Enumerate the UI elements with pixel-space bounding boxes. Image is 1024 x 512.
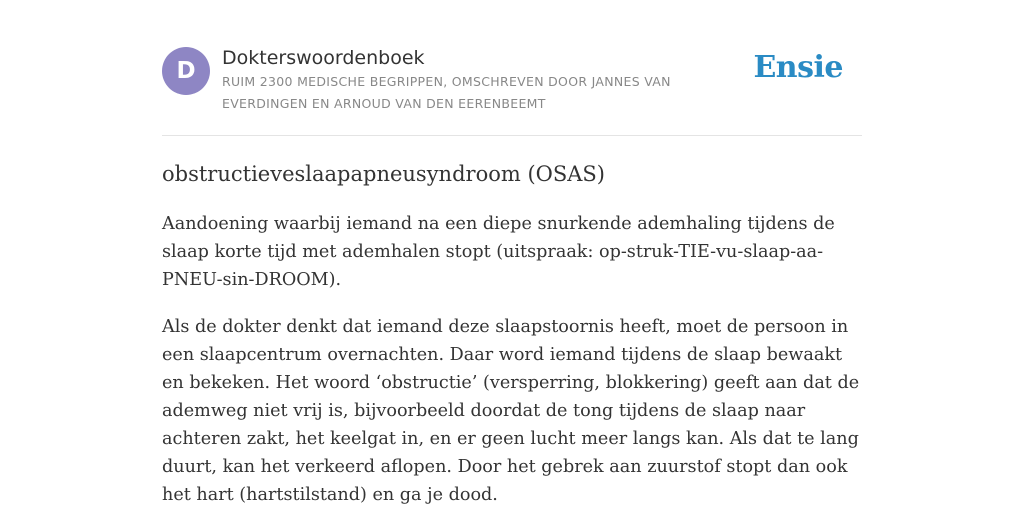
header [162, 44, 862, 120]
site-title[interactable]: Dokterswoordenboek [222, 47, 425, 69]
divider [162, 135, 862, 136]
ensie-logo[interactable]: Ensie [753, 50, 843, 85]
entry-content [162, 158, 862, 512]
site-info [222, 46, 722, 115]
definition [162, 210, 862, 509]
definition-paragraph: Als de dokter denkt dat iemand deze slaapstoornis heeft, moet de persoon in een slaapcentrum overnachten. Daar word iemand tijdens de slaap bewaakt en bekeken. Het woord ‘obstructie’ (versperring, blokkering) geeft aan dat de ademweg niet vrij is, bijvoorbeeld doordat de tong tijdens de slaap naar achteren zakt, het keelgat in, en er geen lucht meer langs kan. Als dat te lang duurt, kan het verkeerd aflopen. Door het gebrek aan zuurstof stopt dan ook het hart (hartstilstand) en ga je dood. [162, 317, 860, 505]
site-subtitle: RUIM 2300 MEDISCHE BEGRIPPEN, OMSCHREVEN DOOR JANNES VAN EVERDINGEN EN ARNOUD VAN DEN EERENBEEMT [222, 74, 671, 111]
definition-paragraph: Aandoening waarbij iemand na een diepe snurkende ademhaling tijdens de slaap korte tijd met ademhalen stopt (uitspraak: op-struk-TIE-vu-slaap-aa-PNEU-sin-DROOM). [162, 214, 835, 290]
term-title: obstructieveslaapapneusyndroom (OSAS) [162, 162, 605, 186]
avatar[interactable]: D [162, 47, 210, 95]
